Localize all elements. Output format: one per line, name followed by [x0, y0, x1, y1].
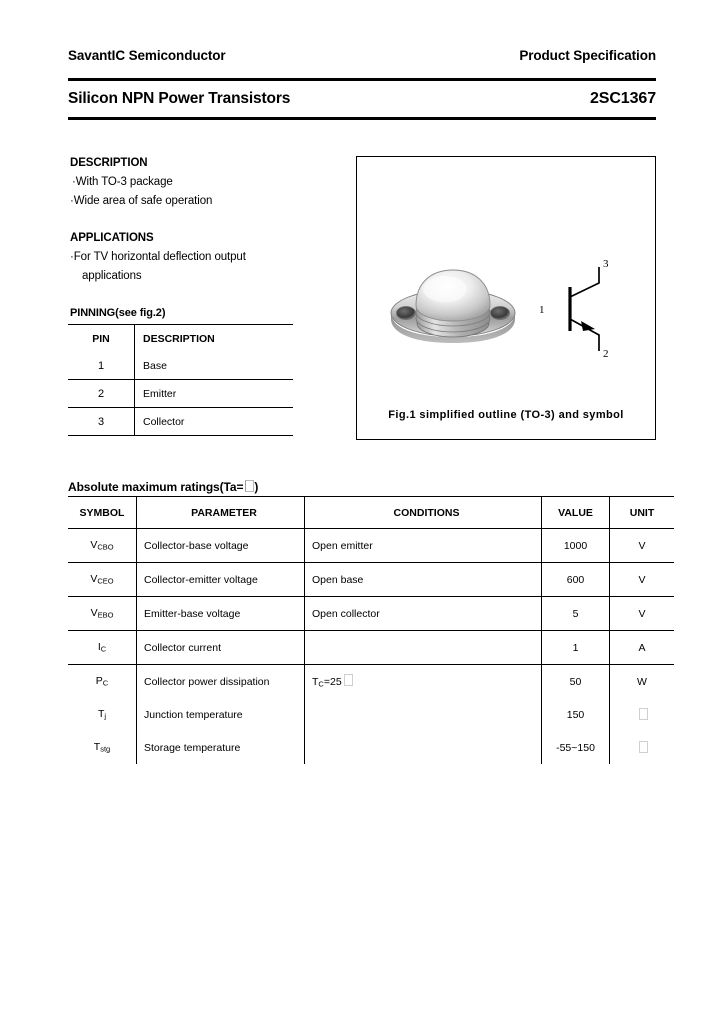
table-row	[68, 597, 674, 631]
description-heading: DESCRIPTION	[70, 157, 148, 169]
to3-package-illustration	[383, 261, 523, 356]
rating-parameter: Collector-emitter voltage	[137, 563, 305, 597]
rating-value: 1	[542, 631, 610, 665]
rating-symbol: $V_{CEO}$	[68, 563, 137, 597]
figure-1-box	[356, 156, 656, 440]
page-header-top	[68, 48, 656, 63]
pinning-table	[68, 324, 293, 436]
rating-unit	[610, 731, 675, 764]
rating-conditions	[305, 631, 542, 665]
applications-line-2: applications	[82, 270, 142, 282]
table-row	[68, 731, 674, 764]
rating-conditions: Open collector	[305, 597, 542, 631]
ratings-col-unit: UNIT	[610, 497, 675, 529]
pin-number: 2	[68, 380, 135, 408]
missing-glyph-icon	[245, 480, 254, 492]
rating-conditions: Open emitter	[305, 529, 542, 563]
ratings-header-row	[68, 497, 674, 529]
rating-unit: A	[610, 631, 675, 665]
collector-lead	[570, 267, 599, 297]
rating-symbol: $V_{EBO}$	[68, 597, 137, 631]
ratings-label-suffix: )	[254, 480, 259, 494]
ratings-col-symbol: SYMBOL	[68, 497, 137, 529]
applications-heading: APPLICATIONS	[70, 232, 154, 244]
rating-parameter: Junction temperature	[137, 698, 305, 731]
figure-caption: Fig.1 simplified outline (TO-3) and symbol	[388, 409, 624, 421]
npn-transistor-symbol	[525, 257, 645, 362]
symbol-pin-1-label: 1	[539, 304, 545, 316]
rating-unit	[610, 698, 675, 731]
rating-conditions: Open base	[305, 563, 542, 597]
emitter-arrow	[581, 321, 595, 331]
absolute-maximum-ratings-table	[68, 496, 674, 764]
description-bullet-2: ·Wide area of safe operation	[70, 195, 213, 207]
pinning-label: PINNING(see fig.2)	[70, 307, 166, 319]
symbol-pin-2-label: 2	[603, 348, 609, 360]
part-number: 2SC1367	[589, 90, 656, 107]
table-row	[68, 529, 674, 563]
page-title: Silicon NPN Power Transistors	[68, 90, 291, 107]
rating-parameter: Collector-base voltage	[137, 529, 305, 563]
rating-unit: W	[637, 675, 647, 688]
missing-glyph-icon	[639, 708, 648, 720]
rating-value: 1000	[542, 529, 610, 563]
table-row	[68, 631, 674, 665]
rating-unit: V	[610, 597, 675, 631]
table-row	[68, 665, 674, 699]
rating-symbol: $T_{stg}$	[68, 731, 137, 764]
table-row	[68, 698, 674, 731]
rating-value: -55~150	[542, 731, 610, 764]
rating-parameter: Emitter-base voltage	[137, 597, 305, 631]
header-divider-bottom	[68, 117, 656, 120]
rating-unit: V	[610, 563, 675, 597]
description-bullet-1: ·With TO-3 package	[72, 176, 173, 188]
ratings-col-conditions: CONDITIONS	[305, 497, 542, 529]
missing-glyph-icon	[639, 741, 648, 753]
header-divider-top	[68, 78, 656, 81]
rating-symbol: $P_C$	[68, 665, 137, 699]
ratings-col-value: VALUE	[542, 497, 610, 529]
mounting-hole-left	[397, 307, 416, 320]
ratings-label	[68, 480, 258, 494]
company-name: SavantIC Semiconductor	[68, 48, 226, 63]
rating-value: 5	[542, 597, 610, 631]
document-type-label: Product Specification	[519, 48, 656, 63]
pin-description: Base	[143, 359, 167, 372]
mounting-hole-right	[491, 307, 510, 320]
ratings-col-parameter: PARAMETER	[137, 497, 305, 529]
rating-symbol: $V_{CBO}$	[68, 529, 137, 563]
table-row	[68, 408, 293, 436]
rating-value: 150	[542, 698, 610, 731]
pin-description: Collector	[135, 408, 294, 436]
table-row	[68, 563, 674, 597]
rating-value: 50	[542, 665, 610, 699]
pinning-col-desc: DESCRIPTION	[135, 325, 294, 353]
table-row	[68, 352, 293, 380]
rating-symbol: $I_C$	[68, 631, 137, 665]
rating-conditions	[305, 698, 542, 731]
pin-number: 3	[68, 408, 135, 436]
pinning-col-pin: PIN	[68, 325, 135, 353]
rating-parameter: Collector current	[137, 631, 305, 665]
rating-value: 600	[542, 563, 610, 597]
pinning-header-row	[68, 325, 293, 353]
page-header-bottom	[68, 90, 656, 108]
pin-description: Emitter	[135, 380, 294, 408]
rating-parameter: Collector power dissipation	[137, 665, 305, 699]
applications-line-1: ·For TV horizontal deflection output	[70, 251, 246, 263]
rating-conditions	[305, 731, 542, 764]
rating-conditions: $T_C=25$	[305, 665, 542, 699]
rating-parameter: Storage temperature	[137, 731, 305, 764]
rating-symbol: $T_j$	[68, 698, 137, 731]
missing-glyph-icon	[344, 674, 353, 686]
symbol-pin-3-label: 3	[603, 258, 609, 270]
ratings-label-prefix: Absolute maximum ratings(Ta=	[68, 480, 244, 494]
rating-unit: V	[610, 529, 675, 563]
table-row	[68, 380, 293, 408]
pin-number: 1	[68, 352, 135, 380]
